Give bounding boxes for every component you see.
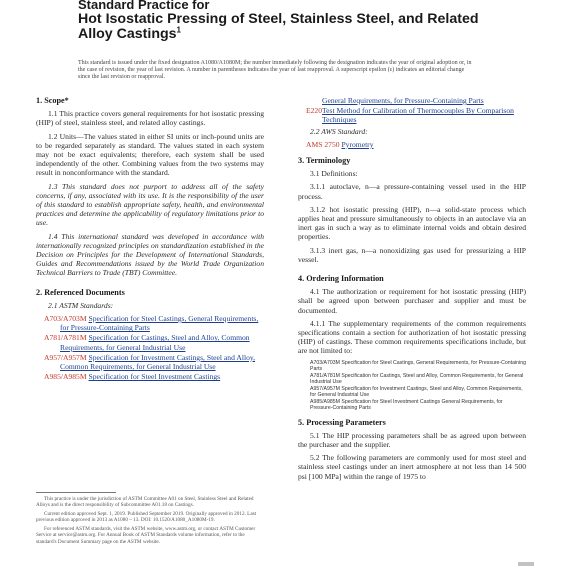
reference-item[interactable] bbox=[36, 372, 264, 381]
footnote-3: For referenced ASTM standards, visit the ASTM website, www.astm.org, or contact ASTM Customer Service at service@astm.org. For Annual Book of ASTM Standards volume information, refer to the standard's Document Summary page on the ASTM website. bbox=[36, 526, 256, 545]
section-heading-terminology: 3. Terminology bbox=[298, 156, 351, 166]
reference-code[interactable]: A957/A957M bbox=[44, 352, 87, 362]
aws-standard-label: 2.2 AWS Standard: bbox=[310, 126, 368, 136]
terminology-paragraph-1: 3.1 Definitions: bbox=[310, 169, 358, 179]
reference-code[interactable]: A985/A985M bbox=[44, 372, 87, 382]
designation-notice: This standard is issued under the fixed designation A1080/A1080M; the number immediately following the designation indicates the year of original adoption or, in the case of revision, the year of last revision. A number in parentheses indicates the year of last reapproval. A superscript epsilon (ε) indicates an editorial change since the last revision or reapproval. bbox=[78, 60, 472, 81]
ordering-reference-item: A985/A985M Specification for Steel Investment Castings General Requirements, for Pressure-Containing Parts bbox=[310, 398, 503, 411]
scope-paragraph-2: 1.2 Units—The values stated in either SI units or inch-pound units are to be regarded separately as standard. The values stated in each system may not be exact equivalents; therefore, each system shall be used independently of the other. Combining values from the two systems may result in nonconformance with the standard. bbox=[36, 131, 264, 178]
section-heading-processing-parameters: 5. Processing Parameters bbox=[298, 417, 386, 427]
reference-code[interactable]: A703/A703M bbox=[44, 314, 87, 324]
terminology-paragraph-2: 3.1.1 autoclave, n—a pressure-containing vessel used in the HIP process. bbox=[298, 182, 526, 201]
reference-item-e220[interactable] bbox=[298, 106, 526, 124]
terminology-paragraph-3: 3.1.2 hot isostatic pressing (HIP), n—a solid-state process which applies heat and pressure simultaneously to objects in an autoclave via an inert gas in such a way as to eliminate internal voids and obtain desired properties. bbox=[298, 204, 526, 242]
scope-paragraph-4: 1.4 This international standard was developed in accordance with internationally recognized principles on standardization established in the Decision on Principles for the Development of International Standards, Guides and Recommendations issued by the World Trade Organization Technical Barriers to Trade (TBT) Committee. bbox=[36, 231, 264, 278]
ordering-reference-item: A703/A703M Specification for Steel Castings, General Requirements, for Pressure-Containing Parts bbox=[310, 359, 526, 372]
reference-title[interactable]: Specification for Steel Castings, General Requirements, for Pressure-Containing Parts bbox=[60, 314, 259, 333]
processing-paragraph-1: 5.1 The HIP processing parameters shall be as agreed upon between the purchaser and the supplier. bbox=[298, 430, 526, 450]
footnote-2: Current edition approved Sept. 1, 2019. Published September 2019. Originally approved in 2012. Last previous edition approved in 2013 as A1080 – 13. DOI: 10.1520/A1080_A1080M-19. bbox=[36, 511, 257, 524]
footnote-1: This practice is under the jurisdiction of ASTM Committee A01 on Steel, Stainless Steel and Related Alloys and is the direct responsibility of Subcommittee A01.18 on Castings. bbox=[36, 496, 254, 509]
reference-item[interactable] bbox=[36, 314, 264, 332]
footnote-divider bbox=[36, 492, 116, 493]
reference-item[interactable] bbox=[36, 353, 264, 371]
title-line-3 bbox=[78, 27, 548, 42]
scope-paragraph-1: 1.1 This practice covers general requirements for hot isostatic pressing (HIP) of steel, stainless steel, and related alloy castings. bbox=[36, 109, 264, 128]
reference-title[interactable]: Specification for Investment Castings, Steel and Alloy, Common Requirements, for General Industrial Use bbox=[60, 352, 256, 372]
section-heading-ordering-information: 4. Ordering Information bbox=[298, 274, 384, 284]
title-line-2: Hot Isostatic Pressing of Steel, Stainless Steel, and Related bbox=[78, 11, 479, 27]
title-footnote-mark: 1 bbox=[176, 25, 181, 35]
reference-continuation[interactable] bbox=[298, 96, 526, 105]
reference-item-ams[interactable] bbox=[298, 140, 526, 149]
reference-title[interactable]: Specification for Castings, Steel and Alloy, Common Requirements, for General Industrial Use bbox=[60, 333, 250, 352]
section-heading-scope: 1. Scope* bbox=[36, 96, 69, 105]
reference-code[interactable]: A781/A781M bbox=[44, 333, 87, 343]
left-column bbox=[36, 96, 264, 382]
processing-paragraph-2: 5.2 The following parameters are commonly used for most steel and stainless steel castings under an inert atmosphere at not less than 14 500 psi [100 MPa] within the range of 1975 to bbox=[298, 453, 526, 481]
reference-code[interactable]: E220 bbox=[306, 106, 323, 116]
section-heading-referenced-documents: 2. Referenced Documents bbox=[36, 287, 125, 297]
ordering-reference-item: A957/A957M Specification for Investment Castings, Steel and Alloy, Common Requirements, for General Industrial Use bbox=[310, 385, 523, 398]
right-column bbox=[298, 96, 526, 485]
ordering-reference-item: A781/A781M Specification for Castings, Steel and Alloy, Common Requirements, for General Industrial Use bbox=[310, 372, 524, 385]
reference-item[interactable] bbox=[36, 333, 264, 351]
reference-title[interactable]: Test Method for Calibration of Thermocouples By Comparison Techniques bbox=[322, 106, 514, 125]
footnotes bbox=[36, 496, 264, 548]
reference-code[interactable]: AMS 2750 bbox=[306, 139, 340, 149]
reference-title[interactable]: Specification for Steel Investment Castings bbox=[88, 372, 221, 382]
reference-title-continued[interactable]: General Requirements, for Pressure-Containing Parts bbox=[322, 96, 484, 105]
ordering-paragraph-1: 4.1 The authorization or requirement for hot isostatic pressing (HIP) shall be agreed upon between purchaser and supplier and must be documented. bbox=[298, 287, 526, 315]
title-line-3-text: Alloy Castings bbox=[78, 26, 177, 42]
scope-paragraph-3: 1.3 This standard does not purport to address all of the safety concerns, if any, associated with its use. It is the responsibility of the user of this standard to establish appropriate safety, health, and environmental practices and determine the applicability of regulatory limitations prior to use. bbox=[36, 181, 264, 228]
title-line-1: Standard Practice for bbox=[78, 0, 210, 12]
astm-standards-label: 2.1 ASTM Standards: bbox=[48, 300, 114, 310]
reference-title[interactable]: Pyrometry bbox=[341, 139, 374, 149]
document-header bbox=[78, 0, 548, 42]
page-number-marker bbox=[518, 562, 534, 566]
ordering-paragraph-2: 4.1.1 The supplementary requirements of the common requirements specifications contain a section for authorization of hot isostatic pressing (HIP) of castings. These common requirements specifications include, but are not limited to: bbox=[298, 318, 526, 356]
terminology-paragraph-4: 3.1.3 inert gas, n—a nonoxidizing gas used for pressurizing a HIP vessel. bbox=[298, 245, 526, 264]
